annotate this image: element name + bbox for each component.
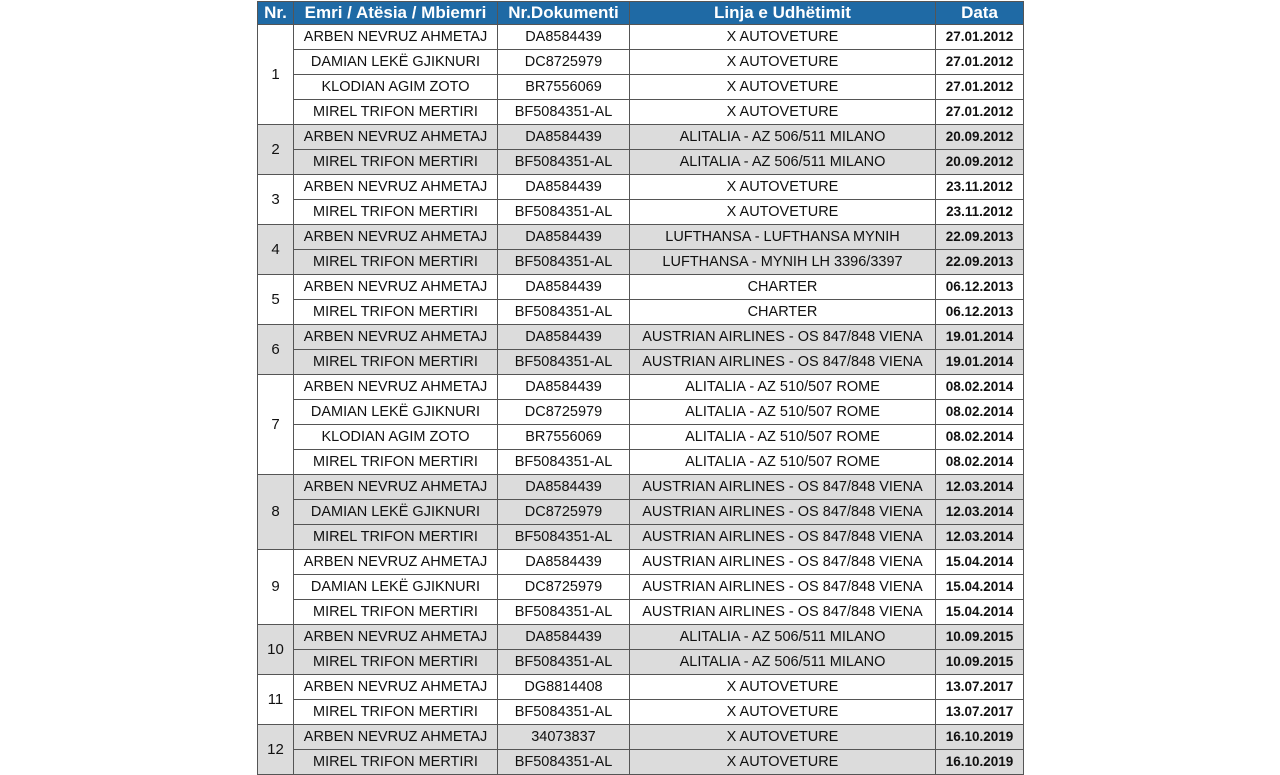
date-cell: 15.04.2014 [936, 600, 1024, 625]
name-cell: DAMIAN LEKË GJIKNURI [294, 500, 498, 525]
document-number-cell: BR7556069 [498, 75, 630, 100]
travel-records-table [257, 1, 1024, 775]
document-number-cell: DA8584439 [498, 175, 630, 200]
document-number-cell: DA8584439 [498, 375, 630, 400]
date-cell: 22.09.2013 [936, 250, 1024, 275]
table-row [258, 150, 1024, 175]
travel-records-table-wrapper [257, 1, 1023, 775]
table-row [258, 500, 1024, 525]
header-name: Emri / Atësia / Mbiemri [294, 2, 498, 25]
date-cell: 23.11.2012 [936, 175, 1024, 200]
date-cell: 19.01.2014 [936, 350, 1024, 375]
date-cell: 06.12.2013 [936, 275, 1024, 300]
name-cell: ARBEN NEVRUZ AHMETAJ [294, 275, 498, 300]
travel-line-cell: AUSTRIAN AIRLINES - OS 847/848 VIENA [630, 325, 936, 350]
name-cell: MIREL TRIFON MERTIRI [294, 750, 498, 775]
table-row [258, 100, 1024, 125]
date-cell: 20.09.2012 [936, 150, 1024, 175]
name-cell: DAMIAN LEKË GJIKNURI [294, 400, 498, 425]
header-travel-line: Linja e Udhëtimit [630, 2, 936, 25]
group-number-cell: 5 [258, 275, 294, 325]
table-row [258, 250, 1024, 275]
travel-line-cell: ALITALIA - AZ 506/511 MILANO [630, 150, 936, 175]
date-cell: 08.02.2014 [936, 450, 1024, 475]
name-cell: MIREL TRIFON MERTIRI [294, 350, 498, 375]
travel-line-cell: X AUTOVETURE [630, 675, 936, 700]
table-row [258, 225, 1024, 250]
document-number-cell: BF5084351-AL [498, 300, 630, 325]
name-cell: KLODIAN AGIM ZOTO [294, 75, 498, 100]
date-cell: 16.10.2019 [936, 725, 1024, 750]
name-cell: MIREL TRIFON MERTIRI [294, 650, 498, 675]
name-cell: ARBEN NEVRUZ AHMETAJ [294, 625, 498, 650]
name-cell: ARBEN NEVRUZ AHMETAJ [294, 675, 498, 700]
table-row [258, 350, 1024, 375]
document-number-cell: BF5084351-AL [498, 600, 630, 625]
date-cell: 22.09.2013 [936, 225, 1024, 250]
name-cell: ARBEN NEVRUZ AHMETAJ [294, 550, 498, 575]
travel-line-cell: AUSTRIAN AIRLINES - OS 847/848 VIENA [630, 600, 936, 625]
table-row [258, 75, 1024, 100]
travel-line-cell: LUFTHANSA - MYNIH LH 3396/3397 [630, 250, 936, 275]
name-cell: DAMIAN LEKË GJIKNURI [294, 575, 498, 600]
table-row [258, 700, 1024, 725]
travel-line-cell: X AUTOVETURE [630, 700, 936, 725]
document-number-cell: BF5084351-AL [498, 100, 630, 125]
travel-line-cell: CHARTER [630, 275, 936, 300]
document-number-cell: DA8584439 [498, 225, 630, 250]
document-number-cell: DA8584439 [498, 325, 630, 350]
document-number-cell: DA8584439 [498, 25, 630, 50]
travel-line-cell: AUSTRIAN AIRLINES - OS 847/848 VIENA [630, 500, 936, 525]
table-row [258, 525, 1024, 550]
name-cell: MIREL TRIFON MERTIRI [294, 250, 498, 275]
document-number-cell: BF5084351-AL [498, 700, 630, 725]
date-cell: 08.02.2014 [936, 400, 1024, 425]
group-number-cell: 11 [258, 675, 294, 725]
name-cell: ARBEN NEVRUZ AHMETAJ [294, 25, 498, 50]
name-cell: ARBEN NEVRUZ AHMETAJ [294, 725, 498, 750]
date-cell: 15.04.2014 [936, 550, 1024, 575]
table-row [258, 450, 1024, 475]
document-number-cell: DG8814408 [498, 675, 630, 700]
travel-line-cell: X AUTOVETURE [630, 50, 936, 75]
document-number-cell: DA8584439 [498, 550, 630, 575]
name-cell: DAMIAN LEKË GJIKNURI [294, 50, 498, 75]
name-cell: MIREL TRIFON MERTIRI [294, 525, 498, 550]
travel-line-cell: X AUTOVETURE [630, 725, 936, 750]
table-row [258, 675, 1024, 700]
table-row [258, 300, 1024, 325]
table-row [258, 50, 1024, 75]
date-cell: 08.02.2014 [936, 375, 1024, 400]
name-cell: MIREL TRIFON MERTIRI [294, 200, 498, 225]
header-date: Data [936, 2, 1024, 25]
travel-line-cell: X AUTOVETURE [630, 175, 936, 200]
table-row [258, 425, 1024, 450]
date-cell: 08.02.2014 [936, 425, 1024, 450]
group-number-cell: 10 [258, 625, 294, 675]
document-number-cell: BF5084351-AL [498, 200, 630, 225]
travel-line-cell: AUSTRIAN AIRLINES - OS 847/848 VIENA [630, 475, 936, 500]
document-number-cell: BF5084351-AL [498, 525, 630, 550]
table-row [258, 600, 1024, 625]
group-number-cell: 3 [258, 175, 294, 225]
table-row [258, 650, 1024, 675]
document-number-cell: BF5084351-AL [498, 750, 630, 775]
travel-line-cell: X AUTOVETURE [630, 100, 936, 125]
group-number-cell: 9 [258, 550, 294, 625]
group-number-cell: 12 [258, 725, 294, 775]
table-row [258, 550, 1024, 575]
date-cell: 10.09.2015 [936, 650, 1024, 675]
travel-line-cell: LUFTHANSA - LUFTHANSA MYNIH [630, 225, 936, 250]
document-number-cell: BR7556069 [498, 425, 630, 450]
document-number-cell: DC8725979 [498, 500, 630, 525]
document-number-cell: DC8725979 [498, 50, 630, 75]
travel-line-cell: ALITALIA - AZ 510/507 ROME [630, 400, 936, 425]
table-row [258, 725, 1024, 750]
table-row [258, 750, 1024, 775]
document-number-cell: BF5084351-AL [498, 650, 630, 675]
table-row [258, 125, 1024, 150]
document-number-cell: BF5084351-AL [498, 350, 630, 375]
date-cell: 27.01.2012 [936, 75, 1024, 100]
document-number-cell: DA8584439 [498, 475, 630, 500]
header-nr: Nr. [258, 2, 294, 25]
document-number-cell: BF5084351-AL [498, 150, 630, 175]
date-cell: 23.11.2012 [936, 200, 1024, 225]
header-row [258, 2, 1024, 25]
document-number-cell: 34073837 [498, 725, 630, 750]
travel-line-cell: AUSTRIAN AIRLINES - OS 847/848 VIENA [630, 575, 936, 600]
group-number-cell: 4 [258, 225, 294, 275]
name-cell: MIREL TRIFON MERTIRI [294, 300, 498, 325]
name-cell: ARBEN NEVRUZ AHMETAJ [294, 375, 498, 400]
document-number-cell: BF5084351-AL [498, 250, 630, 275]
table-row [258, 575, 1024, 600]
date-cell: 19.01.2014 [936, 325, 1024, 350]
header-document: Nr.Dokumenti [498, 2, 630, 25]
group-number-cell: 7 [258, 375, 294, 475]
name-cell: MIREL TRIFON MERTIRI [294, 600, 498, 625]
name-cell: MIREL TRIFON MERTIRI [294, 700, 498, 725]
table-row [258, 375, 1024, 400]
table-row [258, 25, 1024, 50]
name-cell: ARBEN NEVRUZ AHMETAJ [294, 325, 498, 350]
group-number-cell: 1 [258, 25, 294, 125]
travel-line-cell: AUSTRIAN AIRLINES - OS 847/848 VIENA [630, 550, 936, 575]
date-cell: 12.03.2014 [936, 500, 1024, 525]
table-row [258, 625, 1024, 650]
name-cell: MIREL TRIFON MERTIRI [294, 150, 498, 175]
date-cell: 12.03.2014 [936, 475, 1024, 500]
date-cell: 10.09.2015 [936, 625, 1024, 650]
document-number-cell: DA8584439 [498, 625, 630, 650]
travel-line-cell: AUSTRIAN AIRLINES - OS 847/848 VIENA [630, 350, 936, 375]
table-row [258, 325, 1024, 350]
table-body [258, 25, 1024, 775]
group-number-cell: 8 [258, 475, 294, 550]
date-cell: 20.09.2012 [936, 125, 1024, 150]
date-cell: 27.01.2012 [936, 25, 1024, 50]
document-number-cell: DA8584439 [498, 275, 630, 300]
group-number-cell: 2 [258, 125, 294, 175]
name-cell: MIREL TRIFON MERTIRI [294, 100, 498, 125]
document-number-cell: DC8725979 [498, 400, 630, 425]
date-cell: 15.04.2014 [936, 575, 1024, 600]
table-row [258, 175, 1024, 200]
name-cell: ARBEN NEVRUZ AHMETAJ [294, 225, 498, 250]
travel-line-cell: ALITALIA - AZ 506/511 MILANO [630, 625, 936, 650]
travel-line-cell: X AUTOVETURE [630, 750, 936, 775]
table-row [258, 275, 1024, 300]
travel-line-cell: X AUTOVETURE [630, 25, 936, 50]
travel-line-cell: ALITALIA - AZ 510/507 ROME [630, 425, 936, 450]
document-number-cell: DA8584439 [498, 125, 630, 150]
date-cell: 06.12.2013 [936, 300, 1024, 325]
travel-line-cell: AUSTRIAN AIRLINES - OS 847/848 VIENA [630, 525, 936, 550]
travel-line-cell: ALITALIA - AZ 506/511 MILANO [630, 650, 936, 675]
document-number-cell: DC8725979 [498, 575, 630, 600]
date-cell: 27.01.2012 [936, 100, 1024, 125]
travel-line-cell: ALITALIA - AZ 510/507 ROME [630, 375, 936, 400]
document-number-cell: BF5084351-AL [498, 450, 630, 475]
date-cell: 13.07.2017 [936, 675, 1024, 700]
name-cell: ARBEN NEVRUZ AHMETAJ [294, 475, 498, 500]
table-row [258, 400, 1024, 425]
travel-line-cell: X AUTOVETURE [630, 75, 936, 100]
travel-line-cell: CHARTER [630, 300, 936, 325]
date-cell: 27.01.2012 [936, 50, 1024, 75]
name-cell: ARBEN NEVRUZ AHMETAJ [294, 125, 498, 150]
travel-line-cell: ALITALIA - AZ 506/511 MILANO [630, 125, 936, 150]
travel-line-cell: X AUTOVETURE [630, 200, 936, 225]
table-row [258, 200, 1024, 225]
date-cell: 13.07.2017 [936, 700, 1024, 725]
name-cell: MIREL TRIFON MERTIRI [294, 450, 498, 475]
table-header [258, 2, 1024, 25]
group-number-cell: 6 [258, 325, 294, 375]
date-cell: 12.03.2014 [936, 525, 1024, 550]
name-cell: ARBEN NEVRUZ AHMETAJ [294, 175, 498, 200]
name-cell: KLODIAN AGIM ZOTO [294, 425, 498, 450]
table-row [258, 475, 1024, 500]
travel-line-cell: ALITALIA - AZ 510/507 ROME [630, 450, 936, 475]
date-cell: 16.10.2019 [936, 750, 1024, 775]
